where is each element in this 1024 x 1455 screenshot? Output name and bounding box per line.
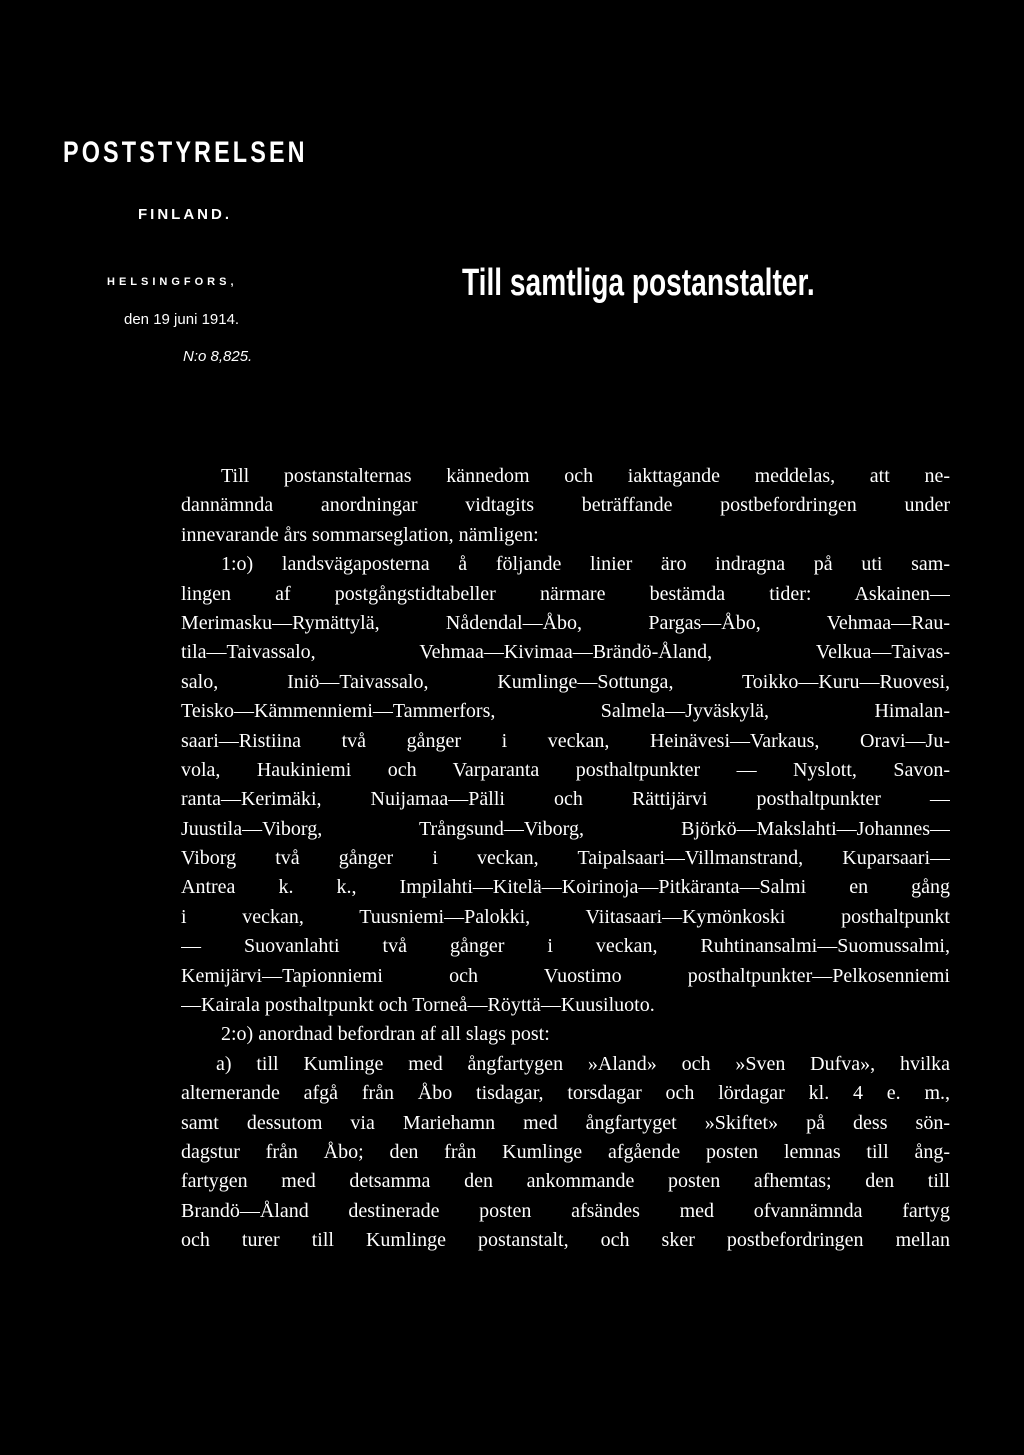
body-line: dagstur från Åbo; den från Kumlinge afgående posten lemnas till ång- bbox=[181, 1140, 950, 1163]
organization-city: HELSINGFORS, bbox=[107, 276, 238, 288]
body-line: — Suovanlahti två gånger i veckan, Ruhtinansalmi—Suomussalmi, bbox=[181, 935, 950, 958]
body-line: fartygen med detsamma den ankommande posten afhemtas; den till bbox=[181, 1170, 950, 1193]
body-line: samt dessutom via Mariehamn med ångfartyget »Skiftet» på dess sön- bbox=[181, 1111, 950, 1134]
body-line: salo, Iniö—Taivassalo, Kumlinge—Sottunga, Toikko—Kuru—Ruovesi, bbox=[181, 670, 950, 693]
letter-body bbox=[181, 462, 950, 1256]
body-line: Brandö—Åland destinerade posten afsändes med ofvannämnda fartyg bbox=[181, 1199, 950, 1222]
body-line: Teisko—Kämmenniemi—Tammerfors, Salmela—Jyväskylä, Himalan- bbox=[181, 700, 950, 723]
body-line: saari—Ristiina två gånger i veckan, Heinävesi—Varkaus, Oravi—Ju- bbox=[181, 729, 950, 752]
body-line: i veckan, Tuusniemi—Palokki, Viitasaari—Kymönkoski posthaltpunkt bbox=[181, 905, 950, 928]
document-date: den 19 juni 1914. bbox=[124, 311, 240, 328]
body-line: dannämnda anordningar vidtagits beträffande postbefordringen under bbox=[181, 494, 950, 517]
body-line: Merimasku—Rymättylä, Nådendal—Åbo, Pargas—Åbo, Vehmaa—Rau- bbox=[181, 611, 950, 634]
body-line: 1:o) landsvägaposterna å följande linier äro indragna på uti sam- bbox=[221, 553, 950, 576]
body-line: och turer till Kumlinge postanstalt, och sker postbefordringen mellan bbox=[181, 1229, 950, 1252]
body-line: Till postanstalternas kännedom och iakttagande meddelas, att ne- bbox=[221, 465, 950, 487]
body-line: a) till Kumlinge med ångfartygen »Aland» och »Sven Dufva», hvilka bbox=[216, 1052, 950, 1075]
body-line: 2:o) anordnad befordran af all slags post: bbox=[221, 1023, 550, 1046]
body-line: innevarande års sommarseglation, nämligen: bbox=[181, 523, 539, 546]
body-line: Viborg två gånger i veckan, Taipalsaari—Villmanstrand, Kuparsaari— bbox=[181, 847, 950, 870]
body-line: alternerande afgå från Åbo tisdagar, torsdagar och lördagar kl. 4 e. m., bbox=[181, 1082, 950, 1105]
body-line: Antrea k. k., Impilahti—Kitelä—Koirinoja—Pitkäranta—Salmi en gång bbox=[181, 876, 950, 899]
organization-name: POSTSTYRELSEN bbox=[63, 136, 308, 169]
body-line: ranta—Kerimäki, Nuijamaa—Pälli och Rättijärvi posthaltpunkter — bbox=[181, 788, 950, 811]
body-line: lingen af postgångstidtabeller närmare bestämda tider: Askainen— bbox=[181, 582, 950, 605]
body-line: vola, Haukiniemi och Varparanta posthaltpunkter — Nyslott, Savon- bbox=[181, 758, 950, 781]
recipient-heading: Till samtliga postanstalter. bbox=[462, 262, 815, 304]
body-line: tila—Taivassalo, Vehmaa—Kivimaa—Brändö-Åland, Velkua—Taivas- bbox=[181, 641, 950, 664]
body-line: Juustila—Viborg, Trångsund—Viborg, Björkö—Makslahti—Johannes— bbox=[181, 817, 950, 840]
organization-country: FINLAND. bbox=[138, 206, 232, 223]
body-line: Kemijärvi—Tapionniemi och Vuostimo posthaltpunkter—Pelkosenniemi bbox=[181, 964, 950, 987]
body-line: —Kairala posthaltpunkt och Torneå—Röyttä—Kuusiluoto. bbox=[181, 994, 655, 1017]
document-number: N:o 8,825. bbox=[183, 348, 253, 365]
